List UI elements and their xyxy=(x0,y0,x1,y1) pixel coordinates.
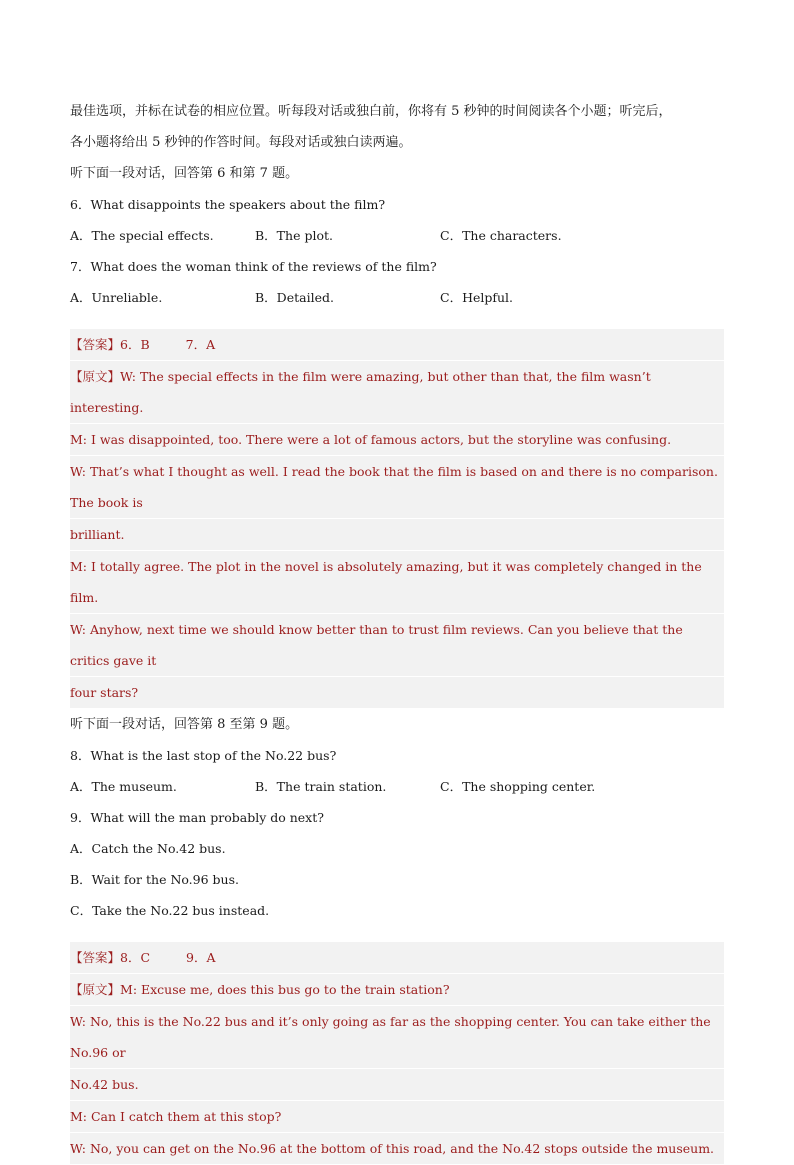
q6-option-b: B．The plot. xyxy=(255,228,333,243)
answer-line-2 xyxy=(70,942,724,974)
q6-option-a: A．The special effects. xyxy=(70,228,214,243)
question-9: 9．What will the man probably do next? xyxy=(70,810,324,825)
transcript-1-text-1: W: The special effects in the film were amazing, but other than that, the film wasn’t interesting. xyxy=(70,369,651,415)
spacer xyxy=(70,313,724,329)
q9-option-a: A．Catch the No.42 bus. xyxy=(70,841,226,856)
intro-line-2: 各小题将给出 5 秒钟的作答时间。每段对话或独白读两遍。 xyxy=(70,135,412,150)
document-page xyxy=(70,96,724,1165)
transcript-1-line-3b: brilliant. xyxy=(70,519,724,551)
question-8: 8．What is the last stop of the No.22 bus? xyxy=(70,748,337,763)
answer-tag: 【答案】 xyxy=(70,337,121,352)
transcript-2-line-2b: No.42 bus. xyxy=(70,1069,724,1101)
q9-option-c: C．Take the No.22 bus instead. xyxy=(70,903,270,918)
spacer xyxy=(70,926,724,942)
answer-block-1 xyxy=(70,329,724,709)
q7-option-c: C．Helpful. xyxy=(440,290,514,305)
answer-tag: 【答案】 xyxy=(70,950,121,965)
q6-option-c: C．The characters. xyxy=(440,228,562,243)
transcript-2-line-2a: W: No, this is the No.22 bus and it’s only going as far as the shopping center. You can take either the No.96 or xyxy=(70,1006,724,1069)
answer-7: 7．A xyxy=(185,337,216,352)
answer-6: 6．B xyxy=(120,337,150,352)
section-1-heading: 听下面一段对话，回答第 6 和第 7 题。 xyxy=(70,166,299,181)
transcript-1-line-5a: W: Anyhow, next time we should know better than to trust film reviews. Can you believe that the critics gave it xyxy=(70,614,724,677)
answer-block-2 xyxy=(70,942,724,1165)
source-tag: 【原文】 xyxy=(70,369,121,384)
answer-line-1 xyxy=(70,329,724,361)
answer-9: 9．A xyxy=(186,950,216,965)
answer-8: 8．C xyxy=(120,950,151,965)
transcript-1-line-3a: W: That’s what I thought as well. I read the book that the film is based on and there is no comparison. The book is xyxy=(70,456,724,519)
transcript-2-line-4: W: No, you can get on the No.96 at the bottom of this road, and the No.42 stops outside the museum. xyxy=(70,1133,724,1165)
source-tag: 【原文】 xyxy=(70,982,121,997)
q8-option-a: A．The museum. xyxy=(70,779,177,794)
question-6: 6．What disappoints the speakers about the film? xyxy=(70,197,386,212)
transcript-1-line-2: M: I was disappointed, too. There were a lot of famous actors, but the storyline was confusing. xyxy=(70,424,724,456)
section-2-heading: 听下面一段对话，回答第 8 至第 9 题。 xyxy=(70,717,299,732)
q7-option-a: A．Unreliable. xyxy=(70,290,163,305)
question-7-options xyxy=(70,282,724,313)
intro-line-1: 最佳选项，并标在试卷的相应位置。听每段对话或独白前，你将有 5 秒钟的时间阅读各个小题；听完后， xyxy=(70,104,672,119)
question-7: 7．What does the woman think of the reviews of the film? xyxy=(70,259,437,274)
transcript-1-line-4: M: I totally agree. The plot in the novel is absolutely amazing, but it was completely changed in the film. xyxy=(70,551,724,614)
question-8-options xyxy=(70,771,724,802)
transcript-1-line-5b: four stars? xyxy=(70,677,724,709)
q8-option-b: B．The train station. xyxy=(255,779,387,794)
q9-option-b: B．Wait for the No.96 bus. xyxy=(70,872,239,887)
transcript-2-line-3: M: Can I catch them at this stop? xyxy=(70,1101,724,1133)
question-6-options xyxy=(70,220,724,251)
transcript-1-line-1 xyxy=(70,361,724,424)
transcript-2-text-1: M: Excuse me, does this bus go to the train station? xyxy=(120,982,450,997)
q7-option-b: B．Detailed. xyxy=(255,290,334,305)
transcript-2-line-1 xyxy=(70,974,724,1006)
q8-option-c: C．The shopping center. xyxy=(440,779,596,794)
